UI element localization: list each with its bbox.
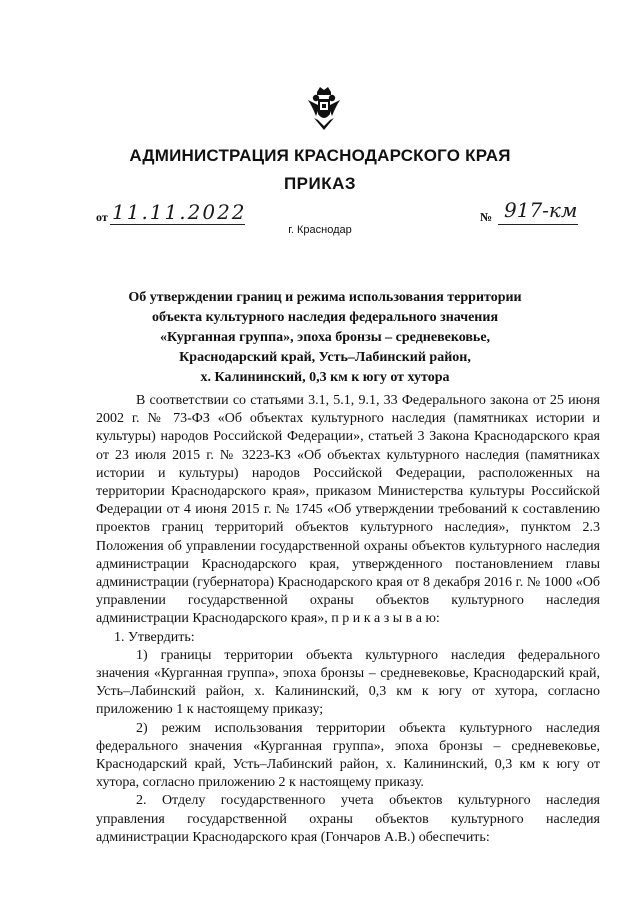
title-line: Об утверждении границ и режима использования территории bbox=[128, 290, 522, 305]
document-subject-title bbox=[100, 288, 550, 388]
clause-1: 1. Утвердить: bbox=[114, 629, 195, 645]
krasnodar-coat-of-arms-icon bbox=[306, 86, 342, 130]
clause-2: 2. Отделу государственного учета объектов культурного наследия управления государственной охраны объектов культурного наследия администрации Краснодарского края (Гончаров А.В.) обеспечить: bbox=[96, 793, 600, 845]
preamble-paragraph: В соответствии со статьями 3.1, 5.1, 9.1, 33 Федерального закона от 25 июня 2002 г. № 73-ФЗ «Об объектах культурного наследия (памятниках истории и культуры) народов Российской Федерации», статьей 3 Закона Краснодарского края от 23 июля 2015 г. № 3223-КЗ «Об объектах культурного наследия (памятниках истории и культуры) народов Российской Федерации, расположенных на территории Краснодарского края», приказом Министерства культуры Российской Федерации от 4 июня 2015 г. № 1745 «Об утверждении требований к составлению проектов границ территорий объектов культурного наследия», пунктом 2.3 Положения об управлении государственной охраны объектов культурного наследия администрации Краснодарского края, утвержденного постановлением главы администрации (губернатора) Краснодарского края от 8 декабря 2016 г. № 1000 «Об управлении государственной охраны объектов культурного наследия администрации Краснодарского края», п р и к а з ы в а ю: bbox=[96, 393, 600, 627]
title-line: «Курганная группа», эпоха бронзы – средневековье, bbox=[159, 330, 491, 345]
handwritten-number: 917-км bbox=[504, 198, 578, 222]
title-line: х. Калининский, 0,3 км к югу от хутора bbox=[200, 370, 450, 385]
handwritten-date: 11.11.2022 bbox=[112, 200, 247, 224]
title-line: объекта культурного наследия федерального значения bbox=[151, 310, 499, 325]
document-body bbox=[96, 392, 600, 847]
number-label: № bbox=[480, 210, 493, 224]
date-label: от bbox=[96, 210, 108, 224]
title-line: Краснодарский край, Усть–Лабинский район, bbox=[179, 350, 471, 365]
city-label: г. Краснодар bbox=[288, 224, 352, 236]
document-type: ПРИКАЗ bbox=[283, 174, 357, 193]
clause-1-subitem-2: 2) режим использования территории объекта культурного наследия федерального значения «Курганная группа», эпоха бронзы – средневековье, Краснодарский край, Усть–Лабинский район, х. Калининский, 0,3 км к югу от хутора, согласно приложению 2 к настоящему приказу. bbox=[96, 720, 600, 791]
organization-title: АДМИНИСТРАЦИЯ КРАСНОДАРСКОГО КРАЯ bbox=[129, 146, 511, 165]
clause-1-subitem-1: 1) границы территории объекта культурного наследия федерального значения «Курганная группа», эпоха бронзы – средневековье, Краснодарский край, Усть–Лабинский район, х. Калининский, 0,3 км к югу от хутора, согласно приложению 1 к настоящему приказу; bbox=[96, 647, 600, 718]
